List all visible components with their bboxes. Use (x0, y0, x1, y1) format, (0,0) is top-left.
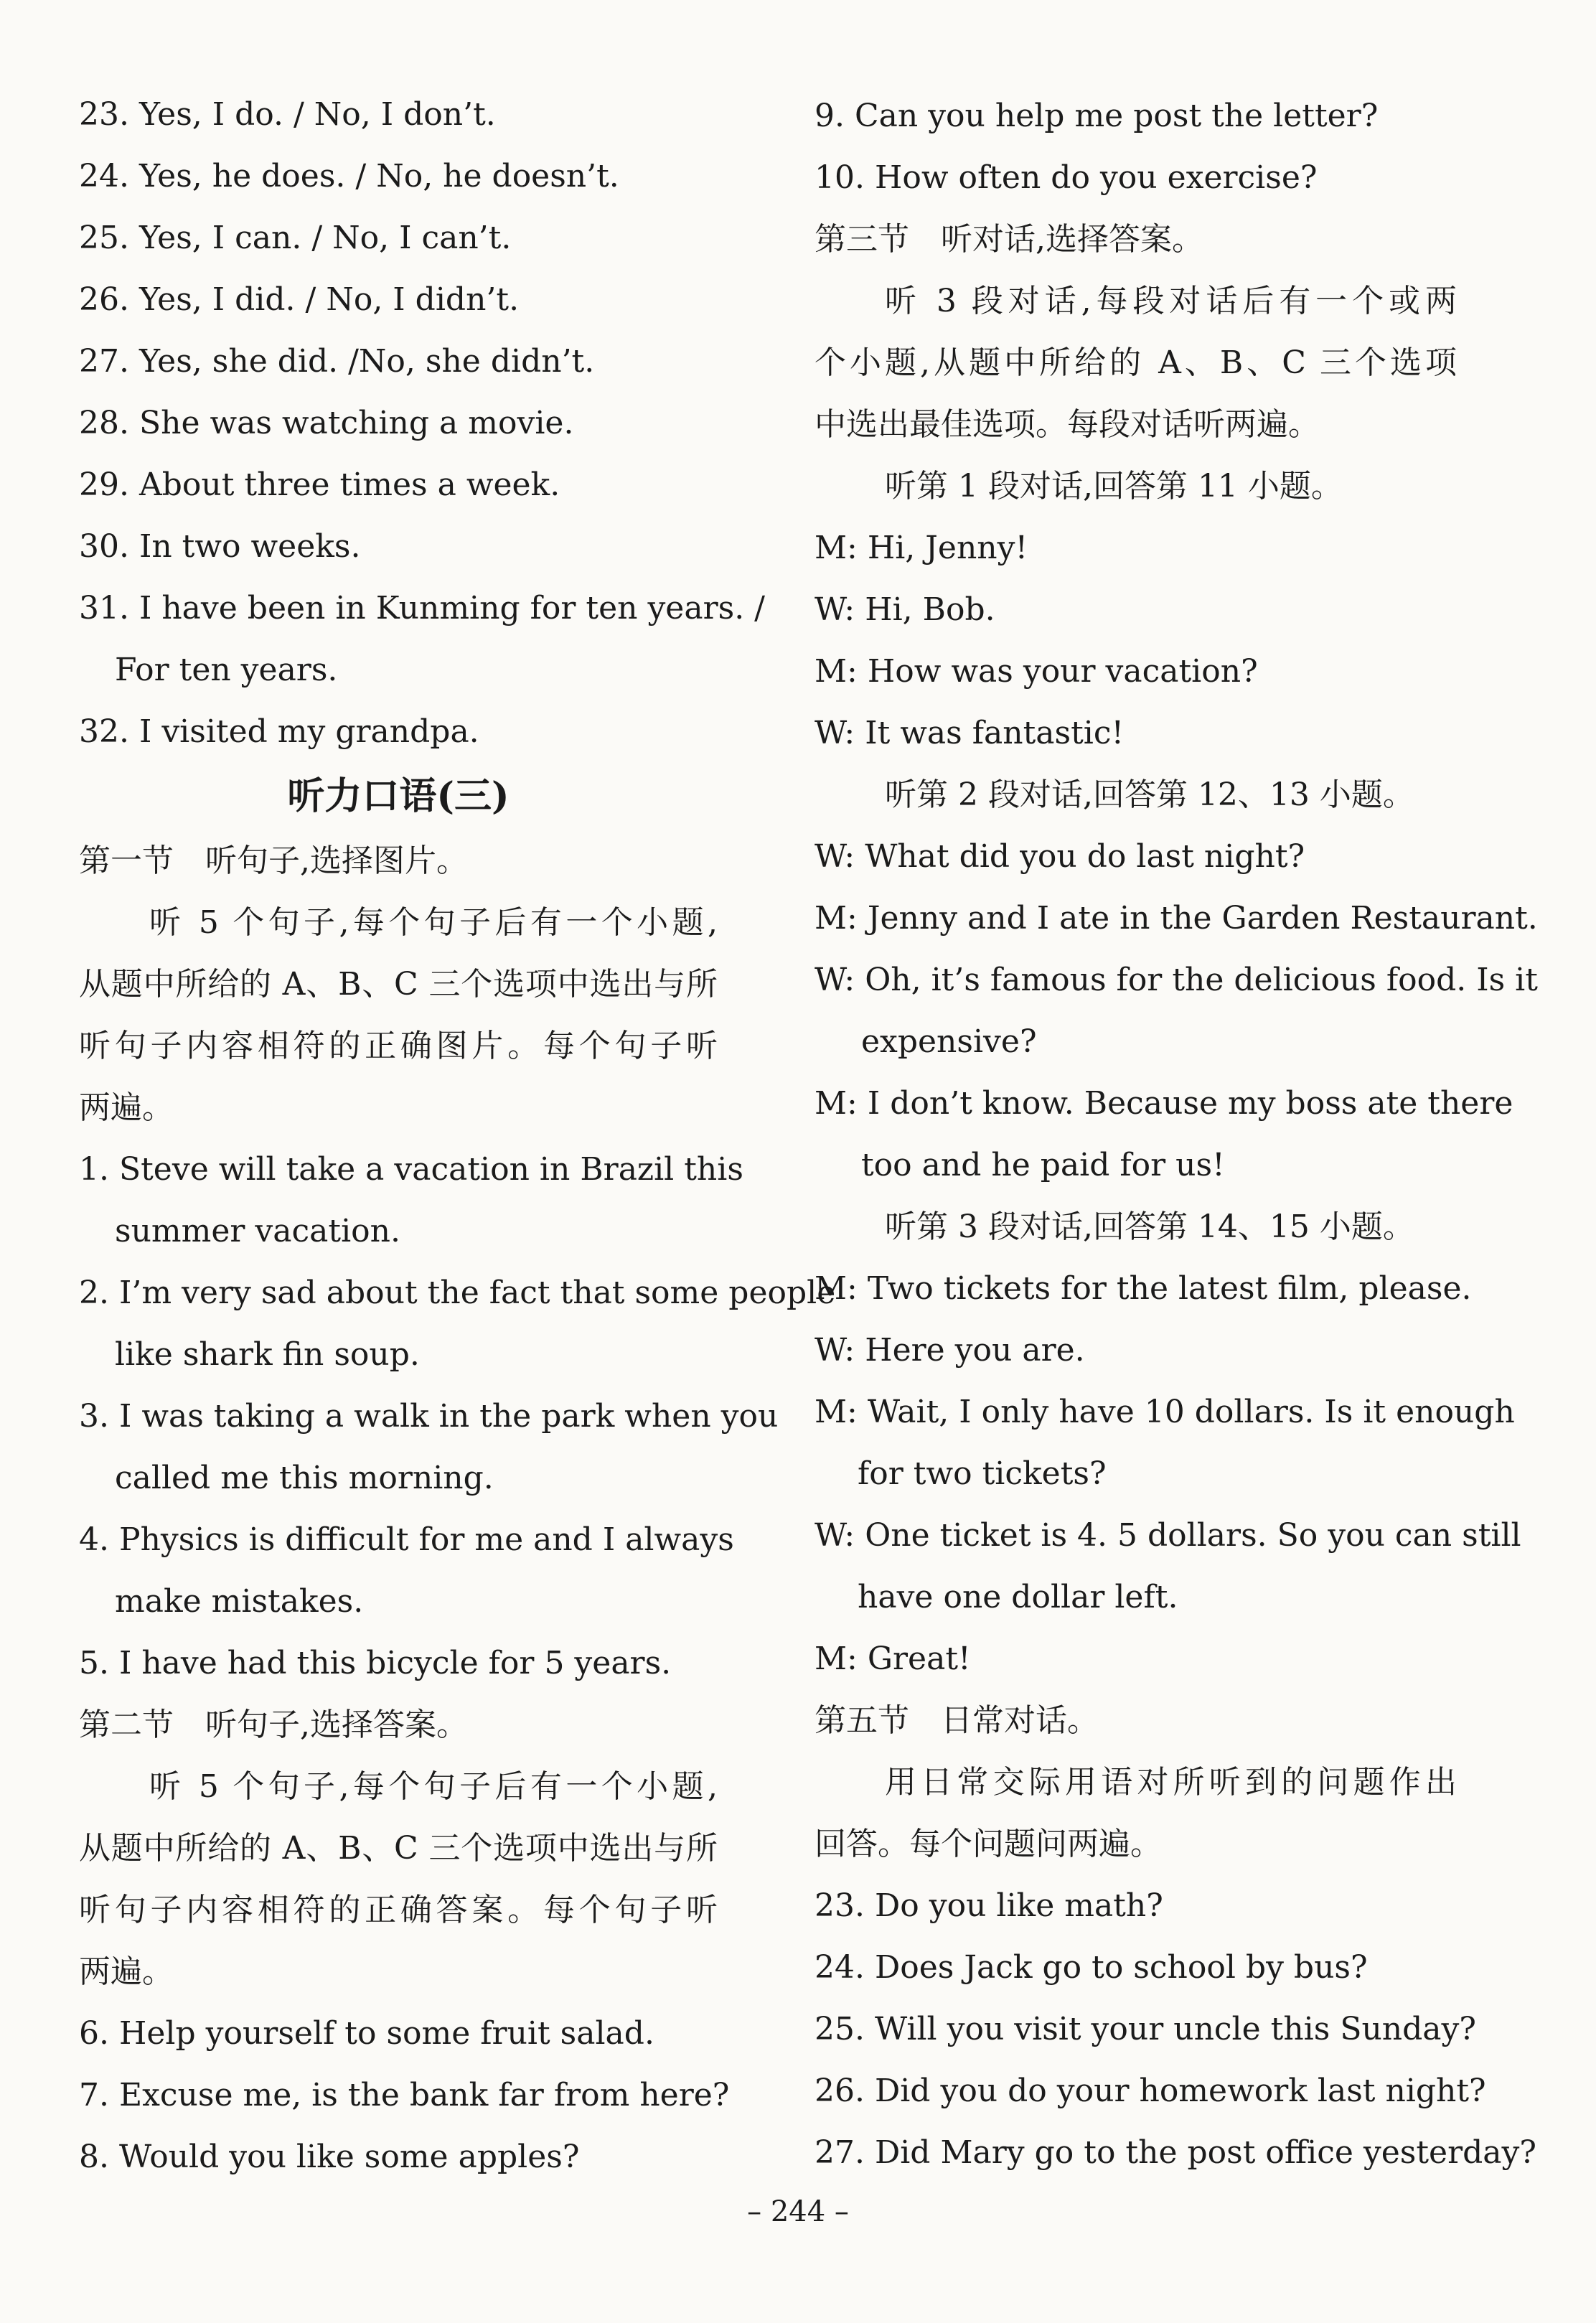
dialog-line-cont: too and he paid for us! (861, 1147, 1225, 1183)
item-4: 4. Physics is difficult for me and I always (79, 1521, 734, 1558)
answer-25: 25. Yes, I can. / No, I can’t. (79, 220, 512, 256)
item-1-cont: summer vacation. (115, 1213, 400, 1249)
item-5: 5. I have had this bicycle for 5 years. (79, 1645, 672, 1681)
dialog-line: M: I don’t know. Because my boss ate there (815, 1085, 1513, 1122)
dialog1-intro: 听第 1 段对话,回答第 11 小题。 (885, 468, 1343, 505)
dialog-line: M: Great! (815, 1641, 971, 1677)
section1-instructions: 听句子内容相符的正确图片。每个句子听 (79, 1028, 718, 1064)
item-3: 3. I was taking a walk in the park when you (79, 1398, 779, 1435)
item-2-cont: like shark fin soup. (115, 1336, 420, 1373)
item-1: 1. Steve will take a vacation in Brazil this (79, 1151, 743, 1188)
section5-instructions: 回答。每个问题问两遍。 (815, 1826, 1162, 1862)
question-23: 23. Do you like math? (815, 1887, 1163, 1924)
dialog-line: W: What did you do last night? (815, 838, 1305, 875)
dialog-line: M: Jenny and I ate in the Garden Restaurant. (815, 900, 1538, 937)
section2-instructions: 听 5 个句子,每个句子后有一个小题, (149, 1768, 718, 1805)
dialog-line: W: Here you are. (815, 1332, 1085, 1369)
dialog-line: M: Two tickets for the latest film, please. (815, 1270, 1472, 1307)
question-24: 24. Does Jack go to school by bus? (815, 1949, 1368, 1986)
section5-instructions: 用日常交际用语对所听到的问题作出 (885, 1764, 1457, 1801)
dialog-line-cont: for two tickets? (858, 1455, 1107, 1492)
dialog2-intro: 听第 2 段对话,回答第 12、13 小题。 (885, 776, 1414, 813)
dialog-line: M: How was your vacation? (815, 653, 1258, 690)
item-7: 7. Excuse me, is the bank far from here? (79, 2077, 730, 2113)
dialog-line-cont: have one dollar left. (858, 1579, 1178, 1615)
answer-29: 29. About three times a week. (79, 466, 560, 503)
item-4-cont: make mistakes. (115, 1583, 364, 1620)
section1-instructions: 两遍。 (79, 1089, 174, 1126)
section1-instructions: 从题中所给的 A、B、C 三个选项中选出与所 (79, 966, 718, 1003)
dialog-line: W: One ticket is 4. 5 dollars. So you can still (815, 1517, 1521, 1554)
section2-heading: 第二节 听句子,选择答案。 (79, 1707, 468, 1743)
answer-23: 23. Yes, I do. / No, I don’t. (79, 96, 496, 133)
section3-instructions: 中选出最佳选项。每段对话听两遍。 (815, 406, 1320, 443)
section5-heading: 第五节 日常对话。 (815, 1702, 1099, 1739)
dialog-line: W: Oh, it’s famous for the delicious food. Is it (815, 962, 1538, 998)
answer-27: 27. Yes, she did. /No, she didn’t. (79, 343, 595, 380)
section3-instructions: 个小题,从题中所给的 A、B、C 三个选项 (815, 344, 1457, 381)
dialog-line-cont: expensive? (861, 1023, 1037, 1060)
answer-31: 31. I have been in Kunming for ten years. / (79, 590, 765, 626)
section3-heading: 第三节 听对话,选择答案。 (815, 221, 1203, 258)
dialog-line: W: It was fantastic! (815, 715, 1125, 751)
section2-instructions: 听句子内容相符的正确答案。每个句子听 (79, 1892, 718, 1928)
section1-heading: 第一节 听句子,选择图片。 (79, 843, 468, 879)
answer-28: 28. She was watching a movie. (79, 405, 574, 441)
question-27: 27. Did Mary go to the post office yesterday? (815, 2134, 1536, 2171)
page-title: 听力口语(三) (287, 774, 510, 818)
item-3-cont: called me this morning. (115, 1460, 494, 1496)
answer-30: 30. In two weeks. (79, 528, 361, 565)
section2-instructions: 两遍。 (79, 1953, 174, 1990)
answer-31-cont: For ten years. (115, 652, 338, 688)
answer-32: 32. I visited my grandpa. (79, 713, 479, 750)
item-2: 2. I’m very sad about the fact that some people (79, 1275, 836, 1311)
item-6: 6. Help yourself to some fruit salad. (79, 2015, 654, 2052)
dialog-line: M: Hi, Jenny! (815, 530, 1028, 566)
question-25: 25. Will you visit your uncle this Sunday? (815, 2011, 1476, 2047)
section1-instructions: 听 5 个句子,每个句子后有一个小题, (149, 904, 718, 941)
dialog-line: M: Wait, I only have 10 dollars. Is it enough (815, 1394, 1515, 1430)
answer-24: 24. Yes, he does. / No, he doesn’t. (79, 158, 619, 194)
question-26: 26. Did you do your homework last night? (815, 2073, 1486, 2109)
page-number: – 244 – (747, 2195, 849, 2228)
section2-instructions: 从题中所给的 A、B、C 三个选项中选出与所 (79, 1830, 718, 1867)
dialog-line: W: Hi, Bob. (815, 591, 995, 628)
item-10: 10. How often do you exercise? (815, 159, 1318, 196)
item-8: 8. Would you like some apples? (79, 2139, 580, 2175)
item-9: 9. Can you help me post the letter? (815, 98, 1379, 134)
answer-26: 26. Yes, I did. / No, I didn’t. (79, 281, 520, 318)
dialog3-intro: 听第 3 段对话,回答第 14、15 小题。 (885, 1209, 1414, 1245)
section3-instructions: 听 3 段对话,每段对话后有一个或两 (885, 283, 1457, 319)
